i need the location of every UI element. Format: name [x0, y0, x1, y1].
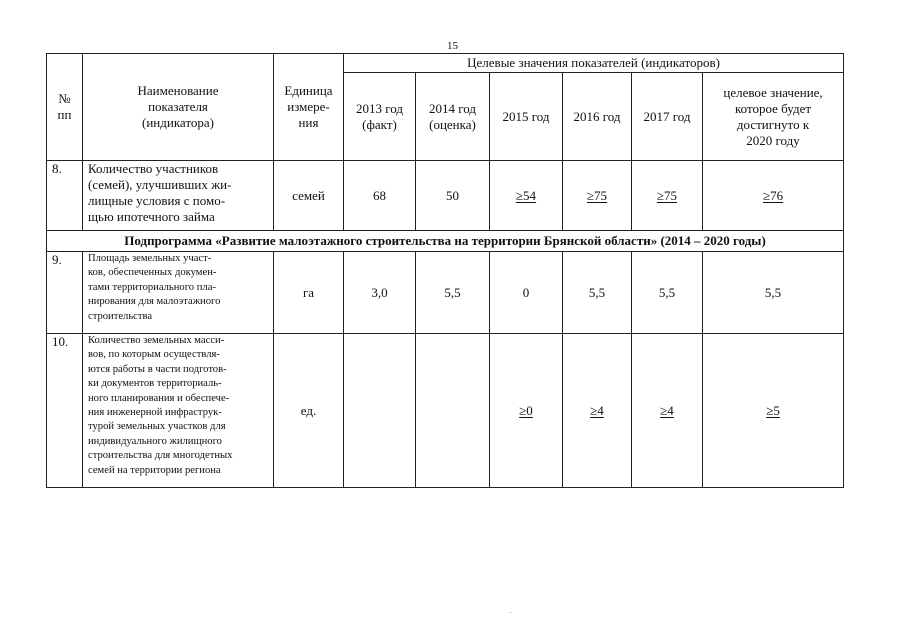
- value-target-cell: 5,5: [703, 252, 844, 334]
- value-2013-cell: 3,0: [344, 252, 416, 334]
- page-number: 15: [447, 40, 458, 52]
- header-2016-cell: 2016 год: [563, 73, 632, 161]
- table-row: [47, 252, 844, 334]
- header-2014-cell: 2014 год (оценка): [416, 73, 490, 161]
- unit-cell: ед.: [274, 334, 344, 488]
- header-name-cell: Наименование показателя (индикатора): [83, 54, 274, 161]
- value-2014-cell: 50: [416, 161, 490, 231]
- value-2014-cell: 5,5: [416, 252, 490, 334]
- scan-speck: [510, 612, 511, 613]
- value-2017-cell: 5,5: [632, 252, 703, 334]
- value-2017-cell: ≥75: [632, 161, 703, 231]
- header-no-cell: № пп: [47, 54, 83, 161]
- value-2015-cell: ≥0: [490, 334, 563, 488]
- table-row: [47, 161, 844, 231]
- indicator-name-cell: Количество участников (семей), улучшивших жи- лищные условия с помо- щью ипотечного займа: [83, 161, 274, 231]
- value-2015-cell: 0: [490, 252, 563, 334]
- header-2013-cell: 2013 год (факт): [344, 73, 416, 161]
- value-2013-cell: 68: [344, 161, 416, 231]
- header-unit-cell: Единица измере- ния: [274, 54, 344, 161]
- unit-cell: га: [274, 252, 344, 334]
- section-row: [47, 231, 844, 252]
- value-2016-cell: ≥75: [563, 161, 632, 231]
- section-title: Подпрограмма «Развитие малоэтажного строительства на территории Брянской области» (2014 – 2020 годы): [47, 231, 844, 252]
- value-2017-cell: ≥4: [632, 334, 703, 488]
- value-2016-cell: ≥4: [563, 334, 632, 488]
- indicator-name-cell: Количество земельных масси- вов, по которым осуществля- ются работы в части подготов- ки документов территориаль- ного планирования и обеспече- ния инженерной инфраструк- турой земельных участков для индивидуального жилищного строительства для многодетных семей на территории региона: [83, 334, 274, 488]
- row-number-cell: 10.: [47, 334, 83, 488]
- unit-cell: семей: [274, 161, 344, 231]
- value-2013-cell: [344, 334, 416, 488]
- value-target-cell: ≥5: [703, 334, 844, 488]
- header-2015-cell: 2015 год: [490, 73, 563, 161]
- value-2014-cell: [416, 334, 490, 488]
- table-row: [47, 334, 844, 488]
- header-target-cell: целевое значение, которое будет достигнуто к 2020 году: [703, 73, 844, 161]
- indicator-name-cell: Площадь земельных участ- ков, обеспеченных докумен- тами территориального пла- нирования для малоэтажного строительства: [83, 252, 274, 334]
- header-2017-cell: 2017 год: [632, 73, 703, 161]
- header-row: [47, 54, 844, 73]
- row-number-cell: 9.: [47, 252, 83, 334]
- row-number-cell: 8.: [47, 161, 83, 231]
- indicators-table: [46, 53, 844, 488]
- value-target-cell: ≥76: [703, 161, 844, 231]
- value-2016-cell: 5,5: [563, 252, 632, 334]
- header-group-cell: Целевые значения показателей (индикаторов): [344, 54, 844, 73]
- value-2015-cell: ≥54: [490, 161, 563, 231]
